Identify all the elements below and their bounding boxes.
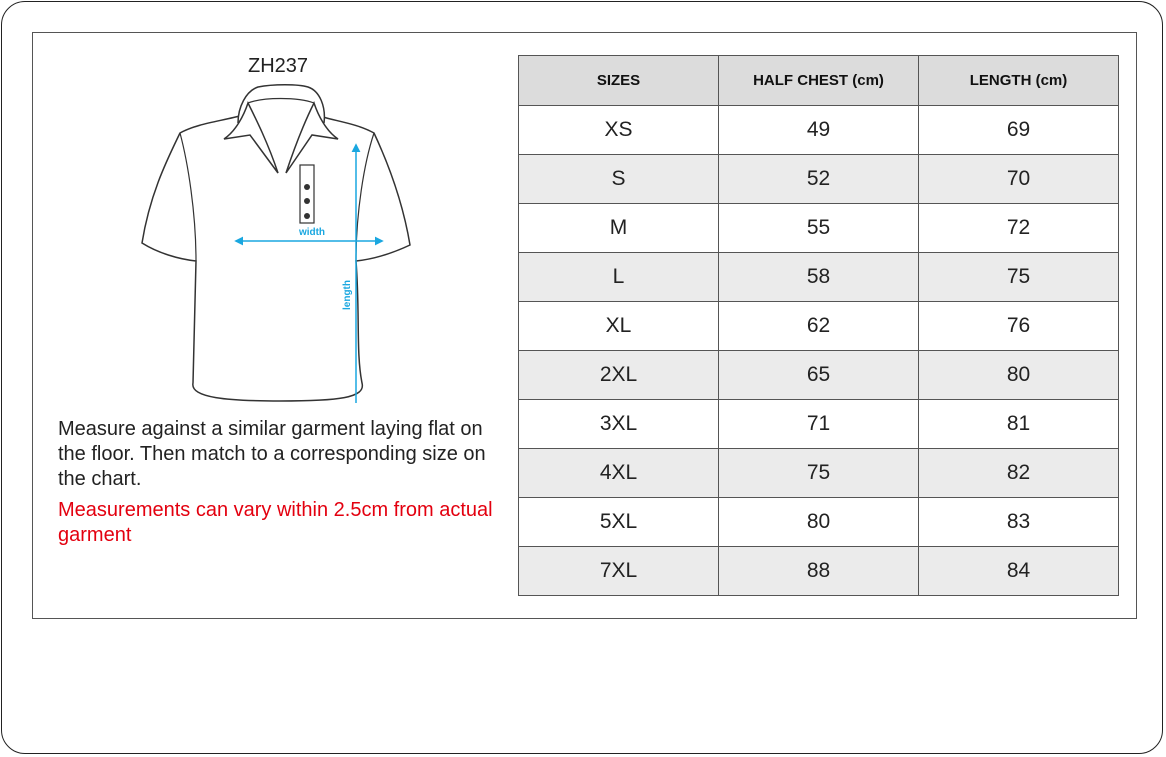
length-label: length	[342, 280, 353, 310]
button-2	[304, 198, 310, 204]
half-chest-cell: 65	[719, 351, 919, 400]
half-chest-cell: 58	[719, 253, 919, 302]
table-row	[519, 498, 1119, 547]
size-cell: M	[519, 204, 719, 253]
length-cell: 82	[919, 449, 1119, 498]
product-code: ZH237	[247, 55, 309, 77]
variance-warning: Measurements can vary within 2.5cm from actual garment	[58, 499, 493, 546]
size-cell: 3XL	[519, 400, 719, 449]
length-cell: 76	[919, 302, 1119, 351]
table-row	[519, 400, 1119, 449]
size-chart-panel	[32, 32, 1137, 619]
table-row	[519, 351, 1119, 400]
length-cell: 81	[919, 400, 1119, 449]
size-chart-card	[1, 1, 1163, 754]
button-1	[304, 184, 310, 190]
size-cell: XS	[519, 106, 719, 155]
half-chest-cell: 80	[719, 498, 919, 547]
half-chest-cell: 55	[719, 204, 919, 253]
size-cell: 7XL	[519, 547, 719, 596]
table-row	[519, 204, 1119, 253]
size-cell: S	[519, 155, 719, 204]
length-cell: 69	[919, 106, 1119, 155]
half-chest-cell: 49	[719, 106, 919, 155]
length-cell: 84	[919, 547, 1119, 596]
measure-instructions: Measure against a similar garment laying flat on the floor. Then match to a corresponding size on the chart.	[58, 418, 486, 490]
button-3	[304, 213, 310, 219]
length-cell: 80	[919, 351, 1119, 400]
shirt-outline	[142, 115, 410, 401]
length-cell: 75	[919, 253, 1119, 302]
header-sizes: SIZES	[519, 56, 719, 106]
size-cell: 4XL	[519, 449, 719, 498]
half-chest-cell: 62	[719, 302, 919, 351]
table-row	[519, 449, 1119, 498]
half-chest-cell: 75	[719, 449, 919, 498]
size-cell: L	[519, 253, 719, 302]
size-table-header	[519, 56, 1119, 106]
half-chest-cell: 71	[719, 400, 919, 449]
size-table	[518, 55, 1119, 596]
table-row	[519, 106, 1119, 155]
length-cell: 70	[919, 155, 1119, 204]
length-cell: 72	[919, 204, 1119, 253]
length-cell: 83	[919, 498, 1119, 547]
header-half-chest: HALF CHEST (cm)	[719, 56, 919, 106]
half-chest-cell: 88	[719, 547, 919, 596]
table-row	[519, 253, 1119, 302]
table-row	[519, 155, 1119, 204]
header-length: LENGTH (cm)	[919, 56, 1119, 106]
table-row	[519, 302, 1119, 351]
half-chest-cell: 52	[719, 155, 919, 204]
size-cell: 5XL	[519, 498, 719, 547]
polo-shirt-diagram	[138, 83, 428, 403]
table-row	[519, 547, 1119, 596]
size-cell: XL	[519, 302, 719, 351]
size-cell: 2XL	[519, 351, 719, 400]
width-label: width	[298, 227, 326, 238]
